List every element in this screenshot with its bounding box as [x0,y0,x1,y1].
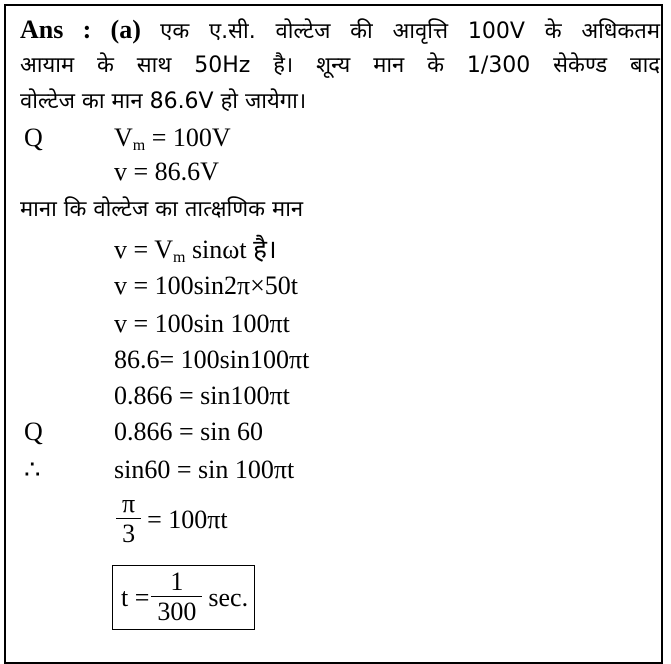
result-fraction: $\frac{1}{300}$ [151,568,202,627]
therefore-symbol: ∴ [24,455,41,484]
answer-label: Ans : (a) [20,15,141,44]
fraction-step: $\frac{\pi}{3}$ = 100πt [114,490,228,549]
step-6: 0.866 = sin 60 [114,417,264,446]
answer-text-1: एक ए.सी. वोल्टेज की आवृत्ति 100V के अधिकतम [160,19,660,44]
step-2: v = 100sin2π×50t [114,271,299,300]
given-vm: $V_m = 100V$ [114,123,231,154]
step-6-symbol: Q [24,417,43,446]
given-symbol: Q [24,123,43,152]
answer-line-2 [20,48,660,82]
step-7: sin60 = sin 100πt [114,455,295,484]
result-lhs: t = [121,582,150,612]
step-5: 0.866 = sin100πt [114,381,290,410]
answer-line-3 [20,84,306,118]
statement: माना कि वोल्टेज का तात्क्षणिक मान [20,197,304,222]
step-4: 86.6= 100sin100πt [114,345,310,374]
answer-text-3: वोल्टेज का मान 86.6V हो जायेगा। [20,89,307,114]
result-box [112,565,255,630]
answer-frame [4,4,663,664]
pi-over-3: $\frac{\pi}{3}$ [116,490,141,549]
result-unit: sec. [208,582,249,612]
answer-text-2: आयाम के साथ 50Hz है। शून्य मान के 1/300 सेकेण्ड बाद [20,53,660,78]
step-1: $v = V_m$ sinωt है। [114,235,277,266]
answer-line-1 [20,14,660,48]
given-v: v = 86.6V [114,157,219,186]
step-3: v = 100sin 100πt [114,309,290,338]
